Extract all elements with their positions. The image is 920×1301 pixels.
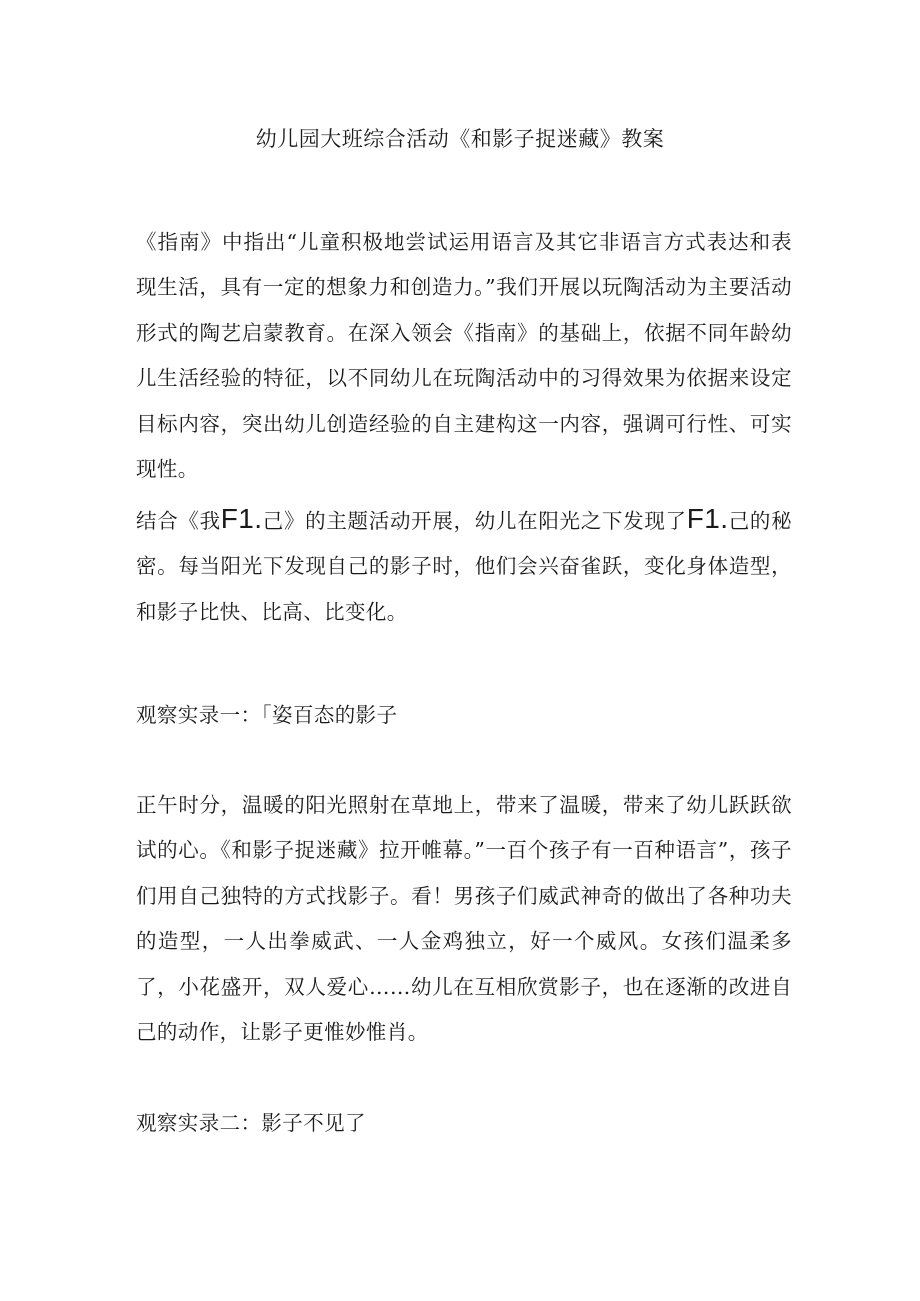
theme-paragraph — [136, 499, 792, 635]
theme-paragraph-marker-1: F1. — [220, 503, 263, 534]
theme-paragraph-marker-2: F1. — [686, 503, 729, 534]
observation-heading-2: 观察实录二：影子不见了 — [136, 1111, 366, 1135]
observation-heading-1: 观察实录一：「姿百态的影子 — [136, 703, 398, 727]
theme-paragraph-text-1: 结合《我 — [136, 509, 221, 533]
theme-paragraph-text-2: 己》的主题活动开展，幼儿在阳光之下发现了 — [262, 509, 687, 533]
intro-paragraph: 《指南》中指出“儿童积极地尝试运用语言及其它非语言方式表达和表现生活，具有一定的想象力和创造力。”我们开展以玩陶活动为主要活动形式的陶艺启蒙教育。在深入领会《指南》的基础上，依据不同年龄幼儿生活经验的特征，以不同幼儿在玩陶活动中的习得效果为依据来设定目标内容，突出幼儿创造经验的自主建构这一内容，强调可行性、可实现性。 — [136, 230, 792, 482]
observation-paragraph-1: 正午时分，温暖的阳光照射在草地上，带来了温暖，带来了幼儿跃跃欲试的心。《和影子捉迷藏》拉开帷幕。”一百个孩子有一百种语言”，孩子们用自己独特的方式找影子。看！男孩子们威武神奇的做出了各种功夫的造型，一人出拳威武、一人金鸡独立，好一个威风。女孩们温柔多了，小花盛开，双人爱心……幼儿在互相欣赏影子，也在逐渐的改进自己的动作，让影子更惟妙惟肖。 — [136, 793, 792, 1045]
theme-paragraph-text-3: 己的秘密。每当阳光下发现自己的影子时，他们会兴奋雀跃，变化身体造型，和影子比快、比高、比变化。 — [136, 509, 792, 624]
document-title: 幼儿园大班综合活动《和影子捉迷藏》教案 — [255, 127, 665, 151]
